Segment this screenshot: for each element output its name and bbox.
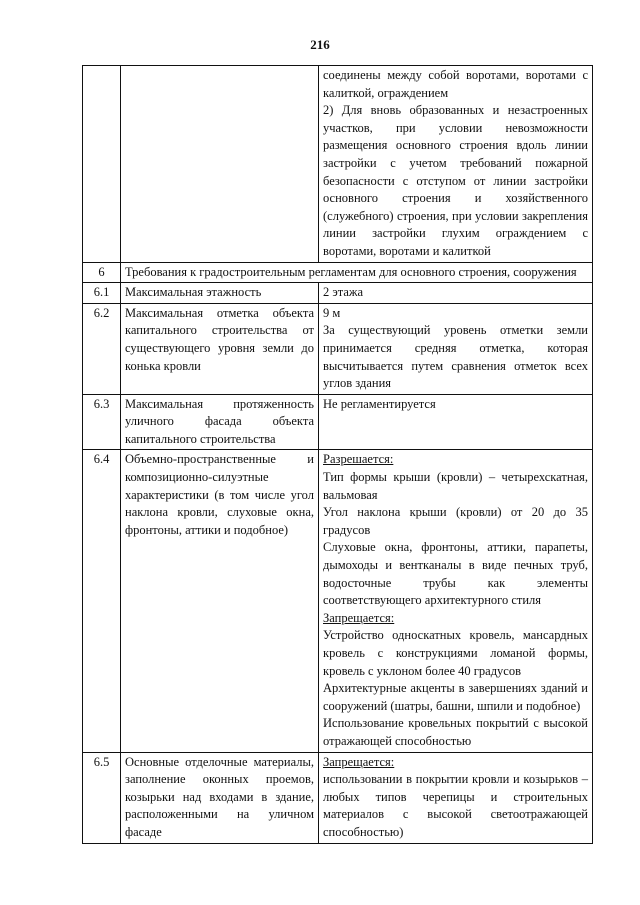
forbidden-item: Архитектурные акценты в завершениях зданий и сооружений (шатры, башни, шпили и подобное) bbox=[323, 681, 588, 713]
row-value bbox=[319, 752, 593, 843]
row-number: 6.5 bbox=[83, 752, 121, 843]
row-value bbox=[319, 66, 593, 263]
row-value bbox=[319, 450, 593, 752]
value-paragraph: 9 м bbox=[323, 305, 341, 320]
allowed-item: Слуховые окна, фронтоны, аттики, парапеты, дымоходы и вентканалы в виде печных труб, водосточные трубы как элементы соответствующего архитектурного стиля bbox=[323, 540, 588, 608]
row-number: 6 bbox=[83, 262, 121, 283]
row-number bbox=[83, 66, 121, 263]
row-number: 6.4 bbox=[83, 450, 121, 752]
value-paragraph: За существующий уровень отметки земли принимается средняя отметка, которая высчитывается путем сравнения отметок всех углов здания bbox=[323, 323, 588, 391]
forbidden-item: Устройство односкатных кровель, мансардных кровель с конструкциями ломаной формы, кровель с уклоном более 40 градусов bbox=[323, 628, 588, 678]
forbidden-label: Запрещается: bbox=[323, 754, 395, 769]
table-row bbox=[83, 283, 593, 304]
row-number: 6.3 bbox=[83, 394, 121, 450]
table-row bbox=[83, 66, 593, 263]
table-row bbox=[83, 752, 593, 843]
row-value bbox=[319, 303, 593, 394]
regulations-table bbox=[82, 65, 593, 844]
row-number: 6.2 bbox=[83, 303, 121, 394]
table-row bbox=[83, 450, 593, 752]
allowed-item: Тип формы крыши (кровли) – четырехскатная, вальмовая bbox=[323, 470, 588, 502]
section-heading: Требования к градостроительным регламентам для основного строения, сооружения bbox=[121, 262, 593, 283]
allowed-label: Разрешается: bbox=[323, 452, 394, 467]
row-value bbox=[319, 394, 593, 450]
table-row bbox=[83, 262, 593, 283]
allowed-item: Угол наклона крыши (кровли) от 20 до 35 градусов bbox=[323, 505, 588, 537]
forbidden-item: Использование кровельных покрытий с высокой отражающей способностью bbox=[323, 716, 588, 748]
row-description: Максимальная этажность bbox=[121, 283, 319, 304]
page-number: 216 bbox=[310, 37, 330, 52]
row-description: Максимальная протяженность уличного фасада объекта капитального строительства bbox=[121, 394, 319, 450]
row-description: Основные отделочные материалы, заполнение оконных проемов, козырьки над входами в здание, расположенными на уличном фасаде bbox=[121, 752, 319, 843]
value-paragraph: 2) Для вновь образованных и незастроенных участков, при условии невозможности размещения основного строения вдоль линии застройки с учетом требований пожарной безопасности с отступом от линии застройки основного строения и хозяйственного (служебного) строения, при условии закрепления линии застройки глухим ограждением с воротами, воротами и калиткой bbox=[323, 103, 588, 258]
forbidden-label: Запрещается: bbox=[323, 610, 395, 625]
table-row bbox=[83, 394, 593, 450]
row-description: Максимальная отметка объекта капитального строительства от существующего уровня земли до конька кровли bbox=[121, 303, 319, 394]
row-value bbox=[319, 283, 593, 304]
table-row bbox=[83, 303, 593, 394]
value-paragraph: Не регламентируется bbox=[323, 396, 436, 411]
row-number: 6.1 bbox=[83, 283, 121, 304]
forbidden-item: использовании в покрытии кровли и козырьков – любых типов черепицы и строительных материалов с высокой светоотражающей способностью) bbox=[323, 772, 588, 839]
value-paragraph: 2 этажа bbox=[323, 285, 364, 300]
row-description: Объемно-пространственные и композиционно-силуэтные характеристики (в том числе угол наклона кровли, слуховые окна, фронтоны, аттики и подобное) bbox=[121, 450, 319, 752]
row-description bbox=[121, 66, 319, 263]
value-paragraph: соединены между собой воротами, воротами с калиткой, ограждением bbox=[323, 68, 588, 100]
